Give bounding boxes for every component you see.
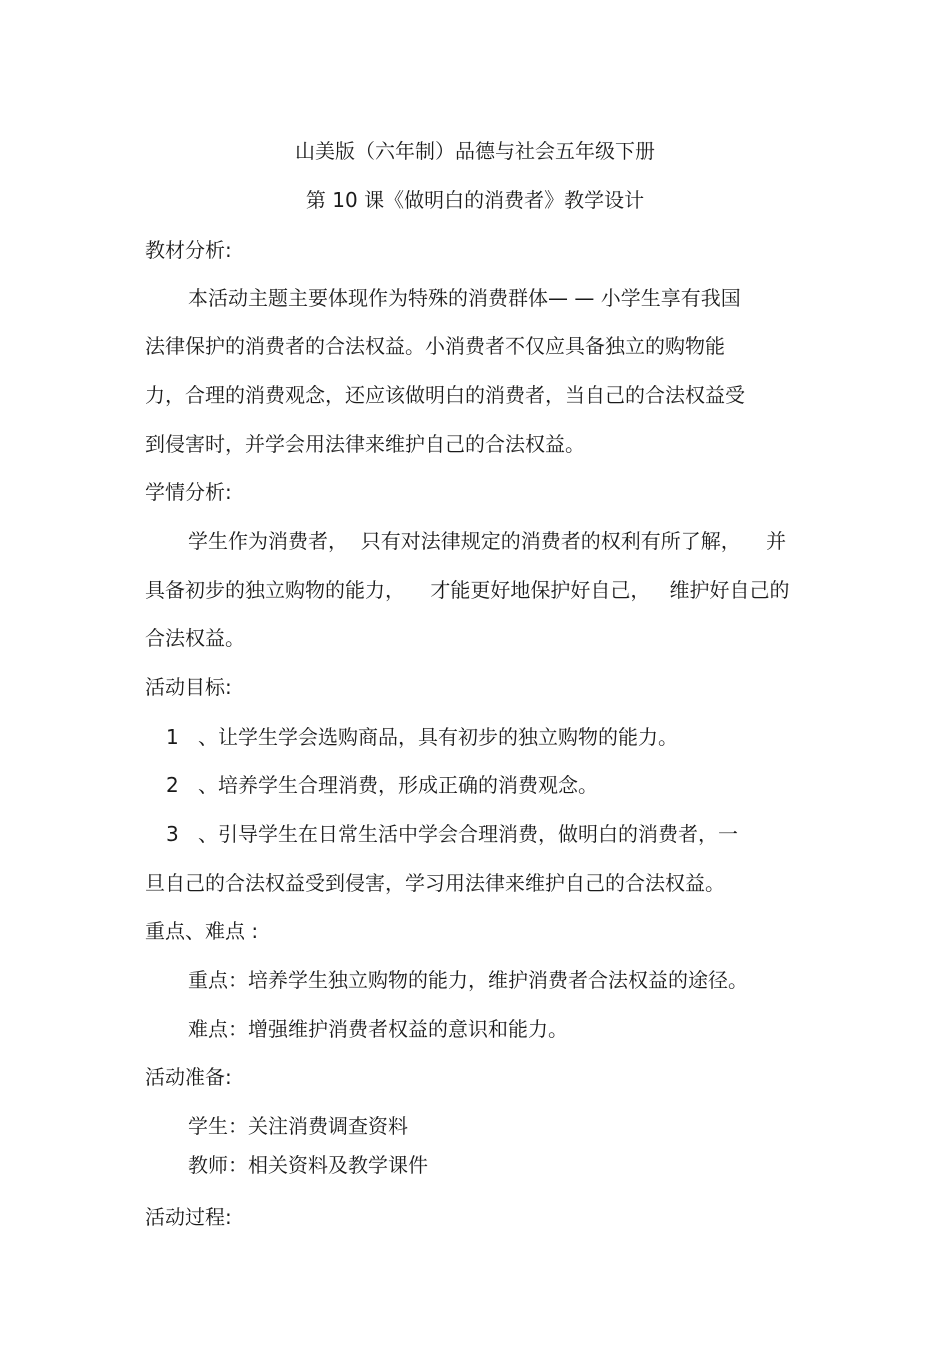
goal-text: 、让学生学会选购商品，具有初步的独立购物的能力。	[198, 725, 678, 749]
material-analysis-line: 力，合理的消费观念，还应该做明白的消费者，当自己的合法权益受	[145, 383, 745, 407]
process-heading: 活动过程:	[145, 1205, 232, 1229]
goal-number: 3	[166, 822, 179, 846]
goal-continuation: 旦自己的合法权益受到侵害，学习用法律来维护自己的合法权益。	[145, 871, 725, 895]
material-analysis-heading: 教材分析:	[145, 238, 232, 262]
goal-text: 、培养学生合理消费，形成正确的消费观念。	[198, 773, 598, 797]
goal-item	[166, 727, 678, 747]
goal-number: 2	[166, 773, 179, 797]
student-analysis-line: 学生作为消费者， 只有对法律规定的消费者的权利有所了解， 并	[188, 529, 787, 553]
document-title: 山美版（六年制）品德与社会五年级下册	[295, 139, 655, 163]
goal-number: 1	[166, 725, 179, 749]
goal-item	[166, 824, 738, 844]
preparation-student: 学生：关注消费调查资料	[188, 1114, 408, 1138]
goal-text: 、引导学生在日常生活中学会合理消费，做明白的消费者，一	[198, 822, 738, 846]
student-analysis-heading: 学情分析:	[145, 480, 232, 504]
material-analysis-line: 法律保护的消费者的合法权益。小消费者不仅应具备独立的购物能	[145, 334, 725, 358]
preparation-heading: 活动准备:	[145, 1065, 232, 1089]
student-analysis-line: 合法权益。	[145, 626, 245, 650]
goal-item	[166, 775, 598, 795]
material-analysis-line: 本活动主题主要体现作为特殊的消费群体— — 小学生享有我国	[188, 286, 741, 310]
material-analysis-line: 到侵害时，并学会用法律来维护自己的合法权益。	[145, 432, 585, 456]
document-subtitle: 第 10 课《做明白的消费者》教学设计	[305, 188, 645, 212]
goals-heading: 活动目标:	[145, 675, 232, 699]
preparation-teacher: 教师：相关资料及教学课件	[188, 1153, 428, 1177]
key-point: 重点：培养学生独立购物的能力，维护消费者合法权益的途径。	[188, 968, 748, 992]
difficult-point: 难点：增强维护消费者权益的意识和能力。	[188, 1017, 568, 1041]
student-analysis-line: 具备初步的独立购物的能力， 才能更好地保护好自己， 维护好自己的	[145, 578, 790, 602]
key-points-heading: 重点、难点 :	[145, 919, 259, 943]
